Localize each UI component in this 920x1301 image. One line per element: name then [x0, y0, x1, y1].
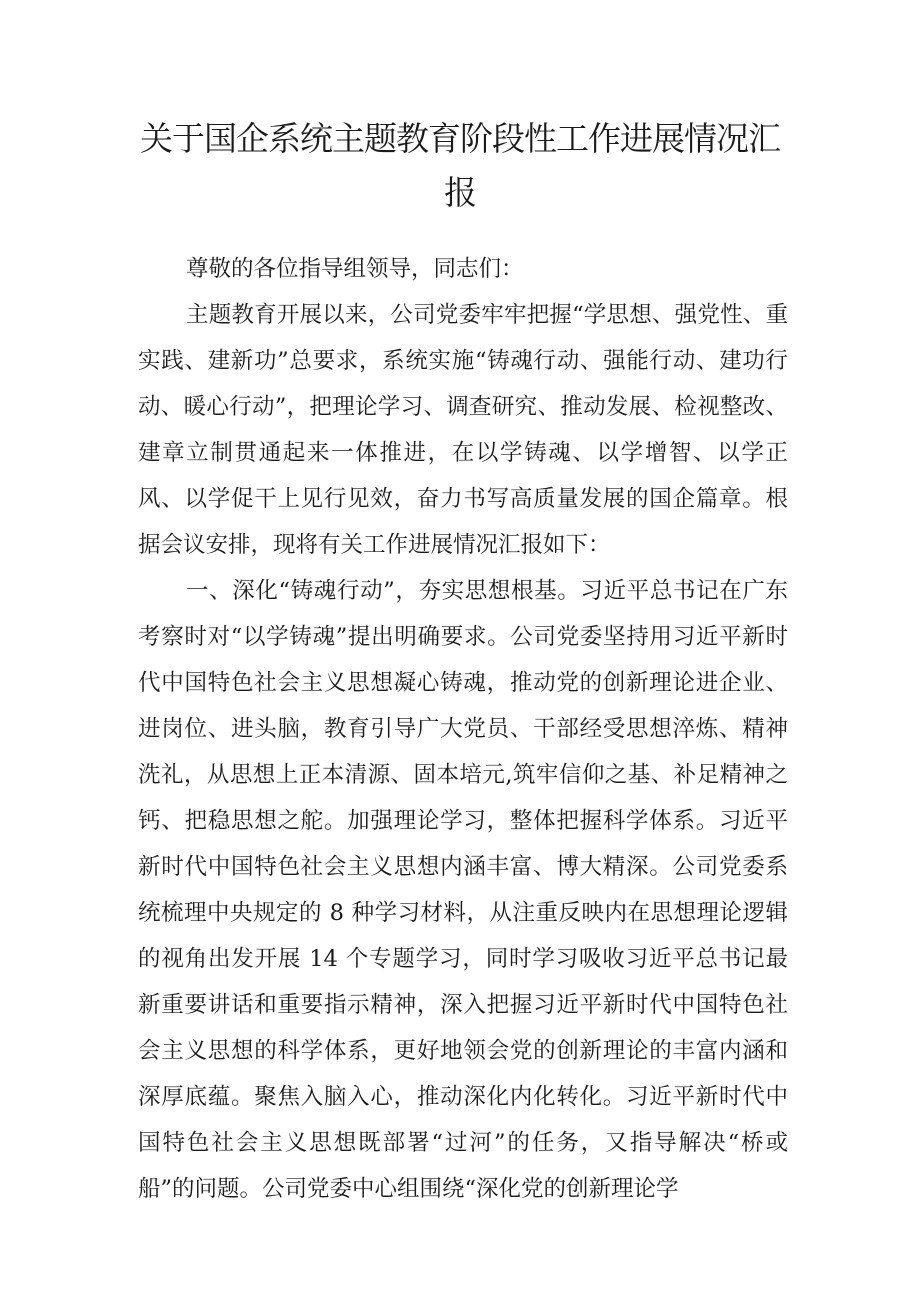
salutation: 尊敬的各位指导组领导，同志们： [186, 256, 524, 282]
document-body [138, 246, 788, 1212]
paragraph-intro: 主题教育开展以来，公司党委牢牢把握“学思想、强党性、重实践、建新功”总要求，系统实施“铸魂行动、强能行动、建功行动、暖心行动”，把理论学习、调查研究、推动发展、检视整改、建章立制贯通起来一体推进，在以学铸魂、以学增智、以学正风、以学促干上见行见效，奋力书写高质量发展的国企篇章。根据会议安排，现将有关工作进展情况汇报如下： [138, 302, 788, 558]
paragraph-section-one: 一、深化“铸魂行动”，夯实思想根基。习近平总书记在广东考察时对“以学铸魂”提出明确要求。公司党委坚持用习近平新时代中国特色社会主义思想凝心铸魂，推动党的创新理论进企业、进岗位、进头脑，教育引导广大党员、干部经受思想淬炼、精神洗礼，从思想上正本清源、固本培元,筑牢信仰之基、补足精神之钙、把稳思想之舵。加强理论学习，整体把握科学体系。习近平新时代中国特色社会主义思想内涵丰富、博大精深。公司党委系统梳理中央规定的 8 种学习材料，从注重反映内在思想理论逻辑的视角出发开展 14 个专题学习，同时学习吸收习近平总书记最新重要讲话和重要指示精神，深入把握习近平新时代中国特色社会主义思想的科学体系，更好地领会党的创新理论的丰富内涵和深厚底蕴。聚焦入脑入心，推动深化内化转化。习近平新时代中国特色社会主义思想既部署“过河”的任务，又指导解决“桥或船”的问题。公司党委中心组围绕“深化党的创新理论学 [138, 578, 788, 1202]
document-title: 关于国企系统主题教育阶段性工作进展情况汇报 [140, 119, 780, 212]
